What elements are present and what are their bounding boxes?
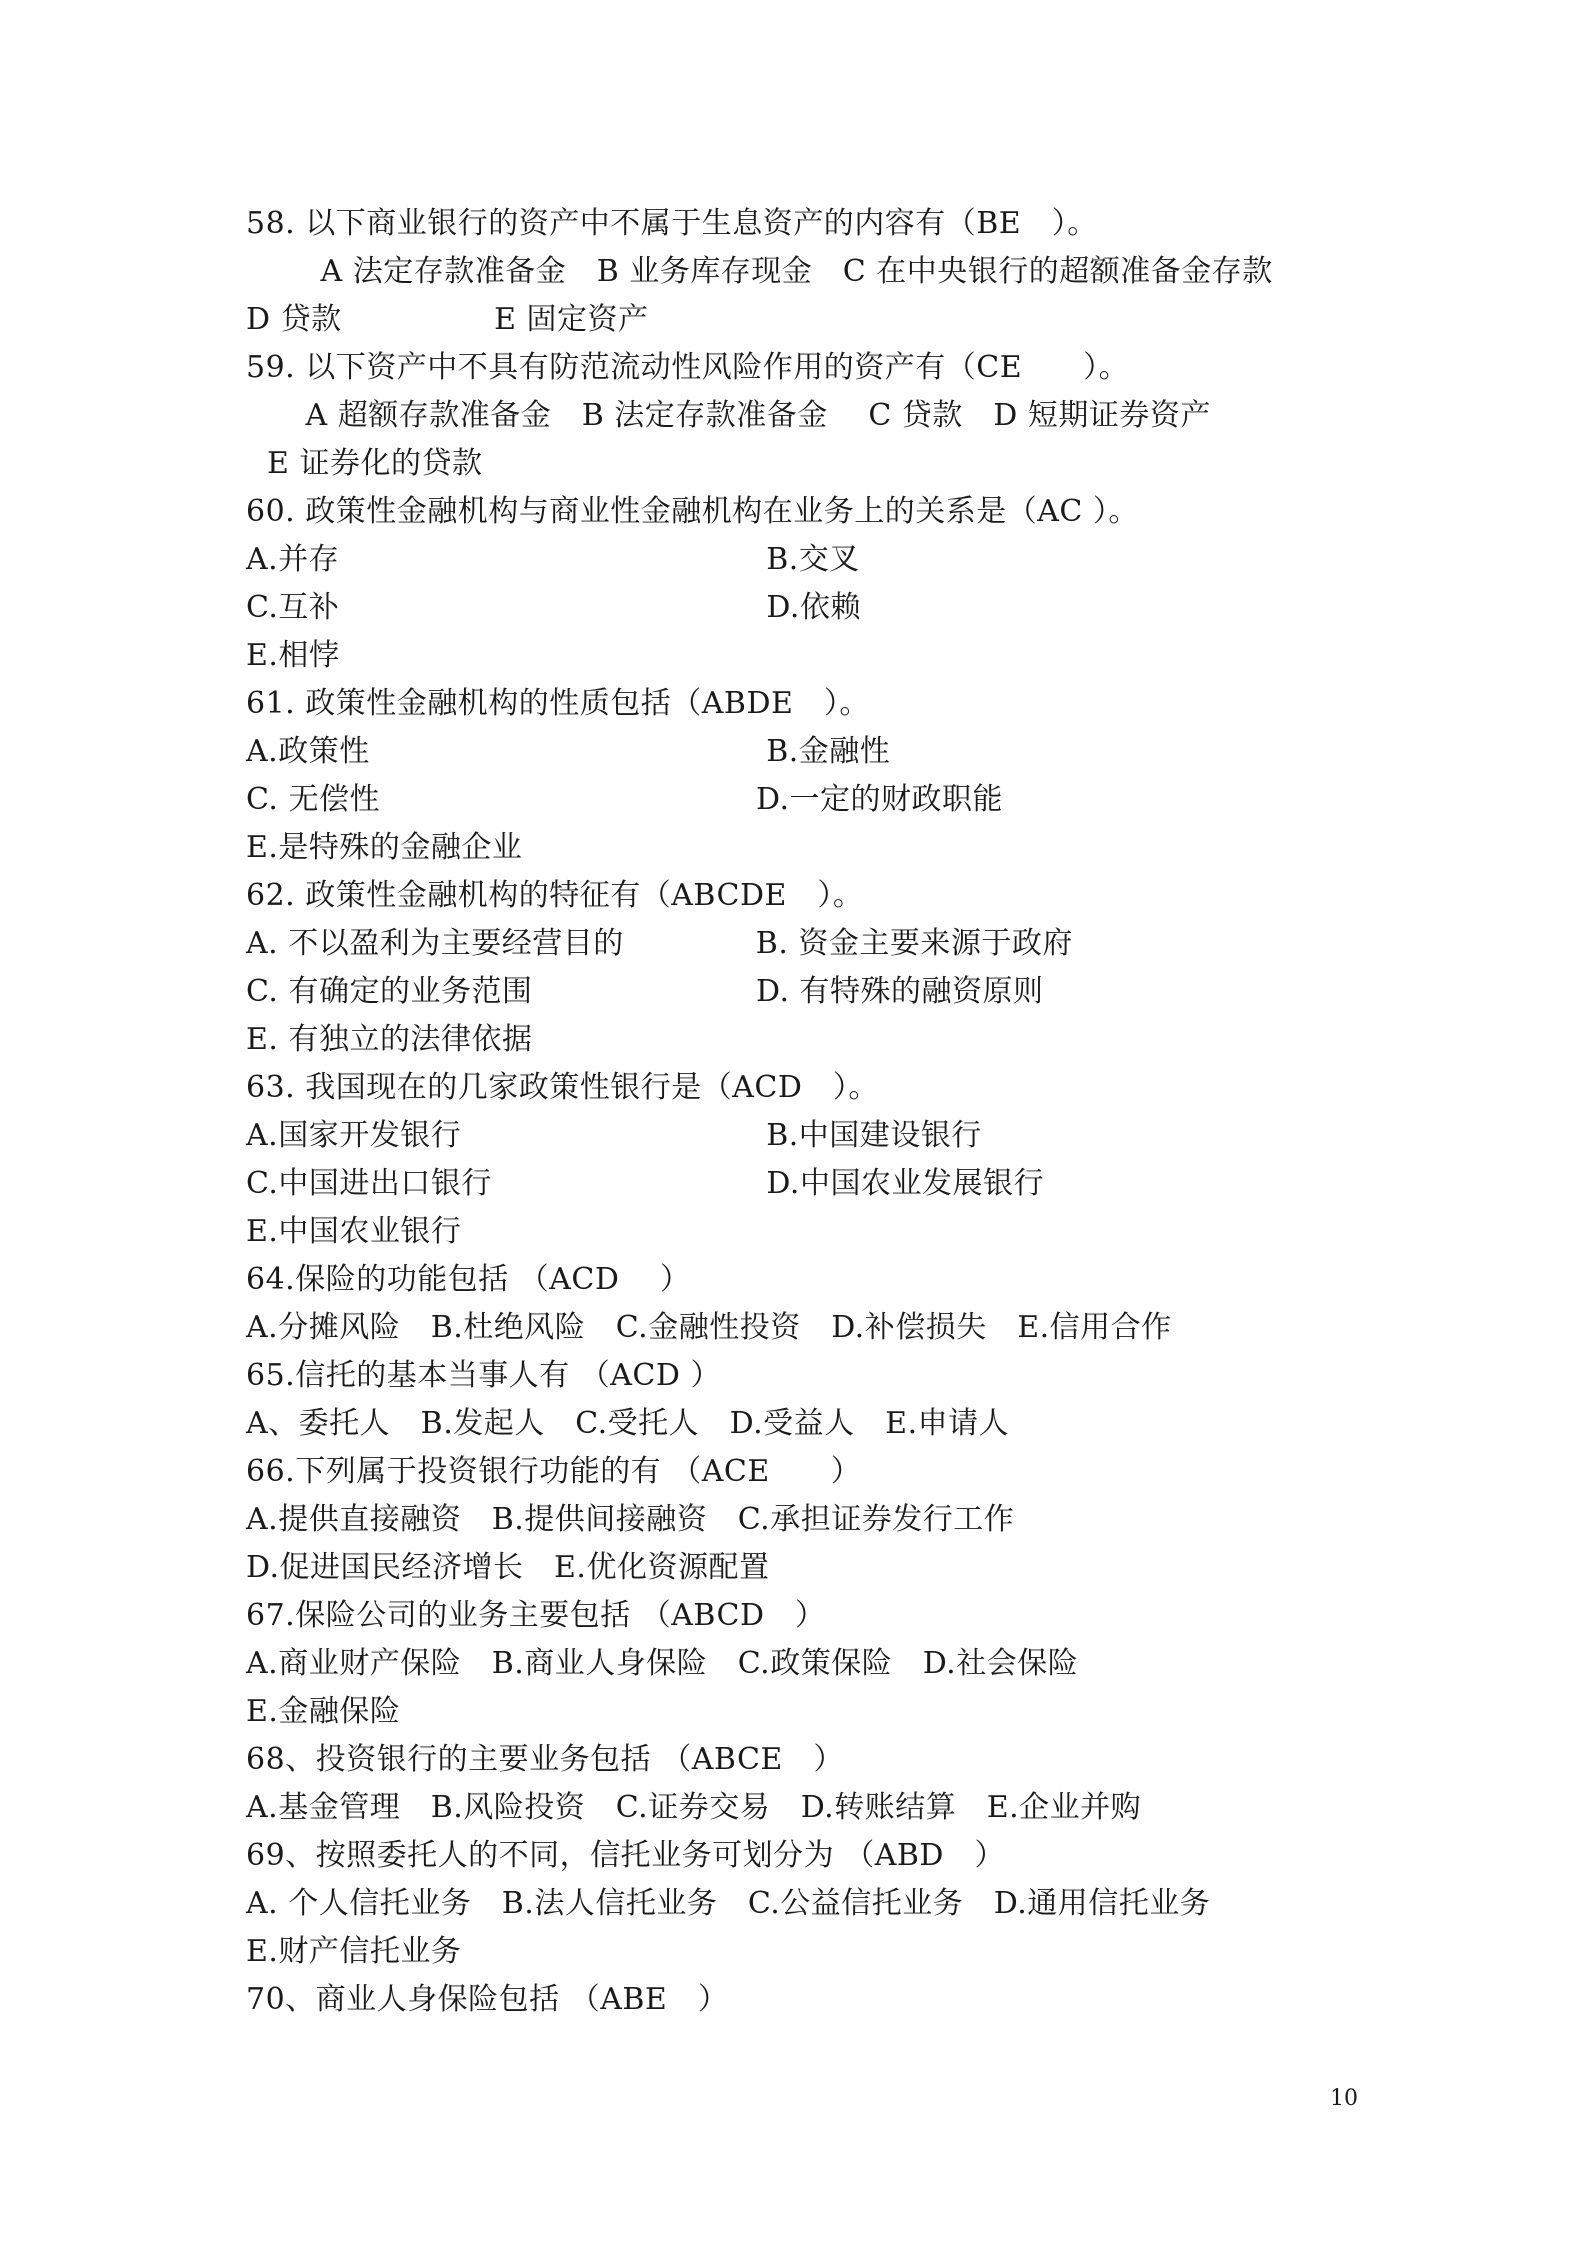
- text-line: 69、按照委托人的不同，信托业务可划分为 （ABD ）: [246, 1838, 1005, 1873]
- text-line: A.商业财产保险 B.商业人身保险 C.政策保险 D.社会保险: [246, 1646, 1079, 1681]
- text-line: A.政策性 B.金融性: [246, 734, 891, 769]
- text-line: A、委托人 B.发起人 C.受托人 D.受益人 E.申请人: [246, 1406, 1010, 1441]
- text-line: 60. 政策性金融机构与商业性金融机构在业务上的关系是（AC ）。: [246, 494, 1139, 529]
- text-line: C. 有确定的业务范围 D. 有特殊的融资原则: [246, 974, 1044, 1009]
- text-line: A.提供直接融资 B.提供间接融资 C.承担证券发行工作: [246, 1502, 1015, 1537]
- text-line: E.金融保险: [246, 1694, 401, 1729]
- text-line: 62. 政策性金融机构的特征有（ABCDE ）。: [246, 878, 864, 913]
- text-line: 67.保险公司的业务主要包括 （ABCD ）: [246, 1598, 826, 1633]
- text-line: 70、商业人身保险包括 （ABE ）: [246, 1982, 729, 2017]
- page-number: 10: [1330, 2086, 1358, 2111]
- text-line: E.中国农业银行: [246, 1214, 462, 1249]
- text-line: A 法定存款准备金 B 业务库存现金 C 在中央银行的超额准备金存款: [290, 254, 1273, 289]
- text-line: C.互补 D.依赖: [246, 590, 861, 625]
- text-line: A.分摊风险 B.杜绝风险 C.金融性投资 D.补偿损失 E.信用合作: [246, 1310, 1172, 1345]
- text-line: 66.下列属于投资银行功能的有 （ACE ）: [246, 1454, 862, 1489]
- text-line: C.中国进出口银行 D.中国农业发展银行: [246, 1166, 1044, 1201]
- text-line: C. 无偿性 D.一定的财政职能: [246, 782, 1004, 817]
- text-line: D 贷款 E 固定资产: [246, 302, 649, 337]
- text-line: 59. 以下资产中不具有防范流动性风险作用的资产有（CE ）。: [246, 350, 1130, 385]
- text-line: 58. 以下商业银行的资产中不属于生息资产的内容有（BE ）。: [246, 206, 1098, 241]
- text-line: 61. 政策性金融机构的性质包括（ABDE ）。: [246, 686, 870, 721]
- text-line: E. 有独立的法律依据: [246, 1022, 533, 1057]
- text-line: D.促进国民经济增长 E.优化资源配置: [246, 1550, 770, 1585]
- text-line: A.国家开发银行 B.中国建设银行: [246, 1118, 982, 1153]
- text-line: 64.保险的功能包括 （ACD ）: [246, 1262, 691, 1297]
- text-line: E 证券化的贷款: [257, 446, 483, 481]
- text-line: A.并存 B.交叉: [246, 542, 860, 577]
- text-line: A 超额存款准备金 B 法定存款准备金 C 贷款 D 短期证券资产: [275, 398, 1211, 433]
- text-line: A. 个人信托业务 B.法人信托业务 C.公益信托业务 D.通用信托业务: [246, 1886, 1211, 1921]
- text-line: 68、投资银行的主要业务包括 （ABCE ）: [246, 1742, 844, 1777]
- text-line: 65.信托的基本当事人有 （ACD ）: [246, 1358, 721, 1393]
- text-line: E.财产信托业务: [246, 1934, 462, 1969]
- text-line: E.是特殊的金融企业: [246, 830, 523, 865]
- text-line: E.相悖: [246, 638, 340, 673]
- text-line: A.基金管理 B.风险投资 C.证券交易 D.转账结算 E.企业并购: [246, 1790, 1142, 1825]
- text-line: A. 不以盈利为主要经营目的 B. 资金主要来源于政府: [246, 926, 1073, 961]
- text-line: 63. 我国现在的几家政策性银行是（ACD ）。: [246, 1070, 879, 1105]
